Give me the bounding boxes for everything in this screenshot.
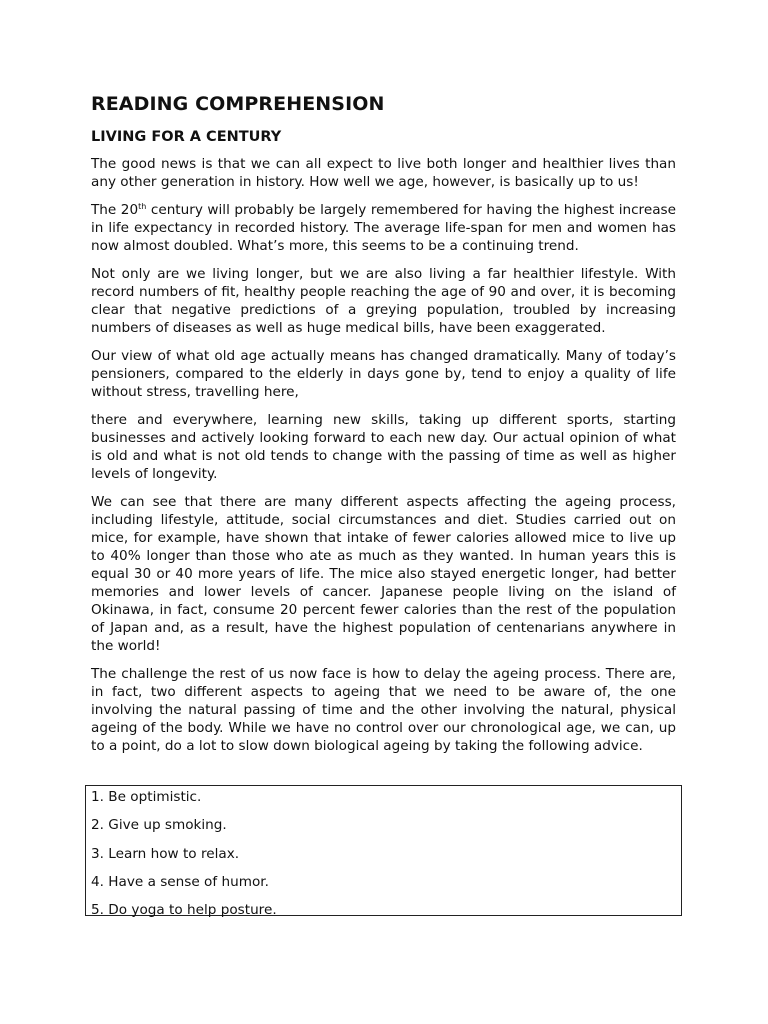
advice-item: 2. Give up smoking. <box>91 817 227 834</box>
ordinal-suffix: th <box>138 202 147 211</box>
article-title: LIVING FOR A CENTURY <box>91 129 282 145</box>
paragraph-2-start: The 20 <box>91 202 139 218</box>
paragraph-2 <box>91 201 676 255</box>
paragraph-5: there and everywhere, learning new skills, taking up different sports, starting businesses and actively looking forward to each new day. Our actual opinion of what is old and what is not old tends to change with the passing of time as well as higher levels of longevity. <box>91 412 676 482</box>
paragraph-1: The good news is that we can all expect to live both longer and healthier lives than any other generation in history. How well we age, however, is basically up to us! <box>91 156 676 190</box>
advice-item: 3. Learn how to relax. <box>91 845 240 862</box>
document-body <box>91 92 676 765</box>
paragraph-4: Our view of what old age actually means has changed dramatically. Many of today’s pensioners, compared to the elderly in days gone by, tend to enjoy a quality of life without stress, travelling here, <box>91 348 676 400</box>
paragraph-3: Not only are we living longer, but we are also living a far healthier lifestyle. With record numbers of fit, healthy people reaching the age of 90 and over, it is becoming clear that negative predictions of a greying population, troubled by increasing numbers of diseases as well as huge medical bills, have been exaggerated. <box>91 266 676 336</box>
advice-item: 1. Be optimistic. <box>91 789 202 805</box>
paragraph-2-rest: century will probably be largely remembered for having the highest increase in life expectancy in recorded history. The average life-span for men and women has now almost doubled. What’s more, this seems to be a continuing trend. <box>91 202 676 254</box>
paragraph-7: The challenge the rest of us now face is how to delay the ageing process. There are, in fact, two different aspects to ageing that we need to be aware of, the one involving the natural passing of time and the other involving the natural, physical ageing of the body. While we have no control over our chronological age, we can, up to a point, do a lot to slow down biological ageing by taking the following advice. <box>91 666 676 754</box>
advice-box <box>85 785 682 919</box>
advice-item: 5. Do yoga to help posture. <box>91 902 277 919</box>
page-title: READING COMPREHENSION <box>91 93 385 115</box>
paragraph-6: We can see that there are many different aspects affecting the ageing process, including lifestyle, attitude, social circumstances and diet. Studies carried out on mice, for example, have shown that intake of fewer calories allowed mice to live up to 40% longer than those who ate as much as they wanted. In human years this is equal 30 or 40 more years of life. The mice also stayed energetic longer, had better memories and lower levels of cancer. Japanese people living on the island of Okinawa, in fact, consume 20 percent fewer calories than the rest of the population of Japan and, as a result, have the highest population of centenarians anywhere in the world! <box>91 494 676 654</box>
advice-item: 4. Have a sense of humor. <box>91 873 269 890</box>
